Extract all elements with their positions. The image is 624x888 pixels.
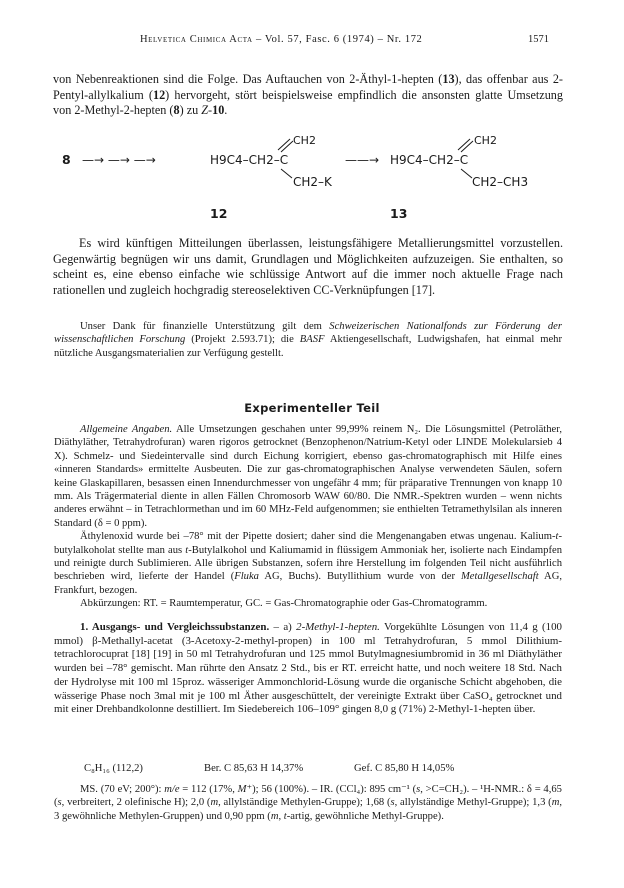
italic-symbol: m bbox=[210, 797, 219, 809]
scheme-12-top: CH2 bbox=[293, 134, 316, 147]
scheme-13-bottom: CH2–CH3 bbox=[472, 175, 529, 189]
scheme-start-compound: 8 bbox=[62, 152, 71, 167]
molecular-formula: C₈H₁₆ (112,2) bbox=[84, 763, 143, 774]
supplier-name: Fluka bbox=[234, 571, 259, 583]
compound-ref: 13 bbox=[442, 72, 455, 86]
italic-symbol: M bbox=[237, 784, 247, 795]
spectra-text: -artig, gewöhnliche Methyl-Gruppe). bbox=[286, 810, 444, 822]
issue-info: – Vol. 57, Fasc. 6 (1974) – Nr. 172 bbox=[255, 34, 423, 45]
double-bond-line bbox=[458, 139, 470, 150]
italic-symbol: s bbox=[416, 784, 421, 795]
spectra-text: , allylständige Methyl-Gruppe); 1,3 ( bbox=[394, 797, 552, 809]
funding-agency: Schweizerischen Nationalfonds zur Förderung der wissenschaftlichen Forschung bbox=[54, 321, 562, 346]
compound-label-13: 13 bbox=[390, 206, 408, 221]
intro-text: ) zu bbox=[179, 103, 202, 118]
abbreviations: Abkürzungen: RT. = Raumtemperatur, GC. = Gas-Chromatographie oder Gas-Chromatogramm. bbox=[80, 598, 488, 610]
outlook-text: Es wird künftigen Mitteilungen überlassen, leistungsfähigere Metallierungsmittel vorzustellen. Gegenwärtig begnügen wir uns damit, Grundlagen und Möglichkeiten aufzuzeigen. Sie enthalten, so scheint es, eine ebenso einfache wie schlüssige Antwort auf die immer noch aktuelle Frage nach rationellen und zugleich hochgradig stereoselektiven CC-Verknüpfungen [17]. bbox=[53, 236, 563, 297]
italic-symbol: t bbox=[283, 810, 287, 822]
scheme-arrow: —→ —→ —→ bbox=[82, 153, 156, 167]
spectra-text: , allylständige Methylen-Gruppe); 1,68 ( bbox=[218, 797, 391, 809]
italic-prefix: t bbox=[185, 544, 189, 556]
spectra-text: = 112 (17%, bbox=[179, 784, 238, 795]
italic-symbol: s bbox=[57, 797, 62, 809]
single-bond-line bbox=[281, 169, 292, 178]
intro-text: von Nebenreaktionen sind die Folge. Das Auftauchen von 2-Äthyl-1-hepten ( bbox=[53, 72, 443, 86]
compound-ref: 12 bbox=[152, 87, 166, 102]
double-bond-line bbox=[461, 141, 473, 152]
journal-name: Helvetica Chimica Acta bbox=[140, 34, 253, 45]
double-bond-line bbox=[281, 141, 293, 152]
intro-text: ) hervorgeht, stört beispielsweise empfindlich die ansonsten glatte Umsetzung von 2-Methyl-2-hepten ( bbox=[53, 87, 563, 118]
scheme-13-main: H9C4–CH2–C bbox=[390, 153, 469, 167]
general-info bbox=[54, 423, 562, 611]
section-text: – a) bbox=[269, 621, 297, 633]
reagents-text: Äthylenoxid wurde bei –78° mit der Pipette dosiert; daher sind die Mengenangaben etwas ungenau. Kalium- bbox=[80, 531, 556, 543]
italic-symbol: m bbox=[270, 810, 279, 822]
supplier-name: Metallgesellschaft bbox=[460, 571, 539, 583]
spectra-text: , bbox=[278, 810, 284, 822]
calculated-values: Ber. C 85,63 H 14,37% bbox=[204, 763, 304, 774]
italic-symbol: m/e bbox=[164, 784, 180, 795]
intro-text: . bbox=[224, 103, 228, 118]
intro-paragraph bbox=[53, 72, 563, 119]
compound-label-12: 12 bbox=[210, 206, 228, 221]
intro-text: ), das offenbar aus 2-Pentyl-allylkalium ( bbox=[53, 72, 563, 102]
compound-ref: 10 bbox=[212, 103, 225, 118]
paragraph-label: Allgemeine Angaben. bbox=[80, 424, 173, 435]
ack-text: (Projekt 2.593.71); die bbox=[185, 334, 300, 346]
company-name: BASF bbox=[299, 334, 325, 346]
reagents-text: -Butylalkohol und Kaliumamid in flüssigem Ammoniak her, isolierte nach Eindampfen und reinigte durch Sublimieren. Alle übrigen Substanzen, sofern ihre Herstellung im folgenden Teil nicht ausführlich beschrieben wird, lieferte der Handel ( bbox=[54, 544, 562, 583]
page-number: 1571 bbox=[528, 34, 549, 45]
ack-text: Aktiengesellschaft, Ludwigshafen, hat einmal mehr nützliche Ausgangsmaterialien zur Verfügung gestellt. bbox=[54, 334, 562, 359]
running-head-text bbox=[140, 34, 422, 45]
reagents-text: -butylalkoholat stellte man aus bbox=[54, 531, 562, 556]
section-1 bbox=[54, 621, 562, 717]
single-bond-line bbox=[461, 169, 472, 178]
scheme-12-main: H9C4–CH2–C bbox=[210, 153, 289, 167]
scheme-13-top: CH2 bbox=[474, 134, 497, 147]
subsection-title: 1. Ausgangs- und Vergleichssubstanzen. bbox=[80, 621, 270, 633]
spectra-text: , verbreitert, 2 olefinische H); 2,0 ( bbox=[61, 797, 211, 809]
acknowledgement bbox=[54, 320, 562, 360]
scheme-arrow: ——→ bbox=[345, 153, 380, 167]
section-heading: Experimenteller Teil bbox=[244, 401, 380, 415]
spectra-paragraph bbox=[54, 783, 562, 823]
italic-symbol: s bbox=[390, 797, 395, 809]
intro-text: - bbox=[208, 103, 213, 118]
compound-name: 2-Methyl-1-hepten. bbox=[296, 621, 380, 633]
reagents-text: AG, Frankfurt, bezogen. bbox=[54, 571, 562, 596]
italic-prefix: t bbox=[555, 531, 559, 543]
double-bond-line bbox=[278, 139, 290, 150]
section-text: Vorgekühlte Lösungen von 11,4 g (100 mmol) β-Methallyl-acetat (3-Acetoxy-2-methyl-propen) in 100 ml Tetrahydrofuran, 5 mmol Dilithium-tetrachlorocuprat [18] [19] in 50 ml Tetrahydrofuran und 125 mmol Butylmagnesiumbromid in 36 ml Diäthyläther wurden bei –78° gemischt. Man rührte den Ansatz 2 Std., bis er RT. erreicht hatte, und noch weitere 18 Std. Nach der Hydrolyse mit 100 ml 15proz. wässeriger Ammonchlorid-Lösung wurde die organische Schicht abgehoben, die wässerige Phase noch 3mal mit je 100 ml Äther ausgeschüttelt, der vereinigte Extrakt über CaSO₄ getrocknet und mit einer Drehbandkolonne destilliert. Im Siedebereich 106–109° gingen 8,0 g (71%) 2-Methyl-1-hepten über. bbox=[54, 621, 562, 716]
scheme-12-bottom: CH2–K bbox=[293, 175, 332, 189]
found-values: Gef. C 85,80 H 14,05% bbox=[354, 763, 455, 774]
reagents-text: AG, Buchs). Butyllithium wurde von der bbox=[258, 571, 461, 583]
ack-text: Unser Dank für finanzielle Unterstützung gilt dem bbox=[80, 321, 330, 332]
reaction-scheme bbox=[60, 128, 540, 228]
compound-ref: 8 bbox=[173, 103, 180, 118]
outlook-paragraph bbox=[53, 236, 563, 298]
spectra-text: MS. (70 eV; 200°): bbox=[80, 784, 165, 795]
stereo-descriptor: Z bbox=[201, 103, 209, 118]
spectra-text: ⁺); 56 (100%). – IR. (CCl₄): 895 cm⁻¹ ( bbox=[246, 784, 417, 795]
general-text: Alle Umsetzungen geschahen unter 99,99% reinem N₂. Die Lösungsmittel (Petroläther, Diäthyläther, Tetrahydrofuran) waren rigoros getrocknet (Benzophenon/Natrium-Ketyl oder LINDE Molekularsieb 4 X). Schmelz- und Siedeintervalle sind durch Eichung korrigiert, ebenso gas-chromatographisch mit Hilfe eines «inneren Standards» ermittelte Ausbeuten. Die zur gas-chromatographischen Analyse verwendeten Säulen, sofern keine Glaskapillaren, besassen einen Innendurchmesser von ungefähr 4 mm; für präparative Trennungen von knapp 10 mm. Als Trägermaterial diente in allen Fällen Chromosorb WAW 60/80. Die NMR.-Spektren wurden – wenn nichts anderes erwähnt – in Tetrachlormethan und im 60 MHz-Feld aufgenommen; sie enthielten Tetramethylsilan als inneren Standard (δ = 0 ppm). bbox=[54, 424, 562, 529]
spectra-text: , 3 gewöhnliche Methylen-Gruppen) und 0,90 ppm ( bbox=[54, 797, 562, 822]
running-head bbox=[0, 34, 624, 50]
italic-symbol: m bbox=[551, 797, 560, 809]
spectra-text: , >C=CH₂). – ¹H-NMR.: δ = 4,65 ( bbox=[54, 784, 562, 809]
